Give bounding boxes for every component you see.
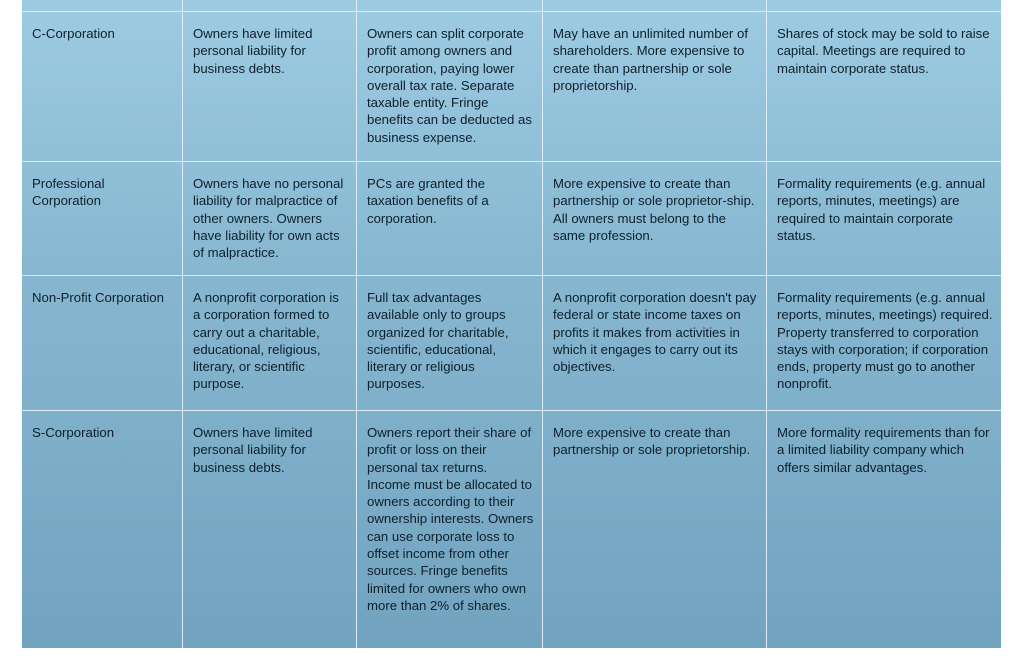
formation-cell: May have an unlimited number of shareholders. More expensive to create than partnership or sole proprietorship.	[543, 12, 767, 162]
liability-cell: Owners have limited personal liability for business debts.	[183, 411, 357, 648]
table-grid	[22, 0, 1001, 648]
liability-cell: Owners have no personal liability for malpractice of other owners. Owners have liability for own acts of malpractice.	[183, 162, 357, 276]
business-entity-table	[22, 0, 1001, 648]
taxes-cell: Owners can split corporate profit among owners and corporation, paying lower overall tax rate. Separate taxable entity. Fringe benefits can be deducted as business expense.	[357, 12, 543, 162]
notes-cell: Shares of stock may be sold to raise capital. Meetings are required to maintain corporate status.	[767, 12, 1001, 162]
liability-cell: Owners have limited personal liability for business debts.	[183, 12, 357, 162]
table-cell-top	[183, 0, 357, 12]
formation-cell: A nonprofit corporation doesn't pay federal or state income taxes on profits it makes from activities in which it engages to carry out its objectives.	[543, 276, 767, 411]
table-cell-top	[543, 0, 767, 12]
entity-type-cell: Professional Corporation	[22, 162, 183, 276]
table-cell-top	[22, 0, 183, 12]
formation-cell: More expensive to create than partnership or sole proprietor-ship. All owners must belong to the same profession.	[543, 162, 767, 276]
taxes-cell: Owners report their share of profit or loss on their personal tax returns. Income must be allocated to owners according to their ownership interests. Owners can use corporate loss to offset income from other sources. Fringe benefits limited for owners who own more than 2% of shares.	[357, 411, 543, 648]
notes-cell: More formality requirements than for a limited liability company which offers similar advantages.	[777, 425, 990, 475]
liability-cell: A nonprofit corporation is a corporation formed to carry out a charitable, educational, religious, literary, or scientific purpose.	[183, 276, 357, 411]
notes-cell: Formality requirements (e.g. annual reports, minutes, meetings) are required to maintain corporate status.	[767, 162, 1001, 276]
formation-cell: More expensive to create than partnership or sole proprietorship.	[543, 411, 767, 648]
table-cell-top	[357, 0, 543, 12]
taxes-cell: Full tax advantages available only to groups organized for charitable, scientific, educational, literary or religious purposes.	[357, 276, 543, 411]
table-cell-top	[767, 0, 1001, 12]
taxes-cell: PCs are granted the taxation benefits of a corporation.	[357, 162, 543, 276]
notes-cell: Formality requirements (e.g. annual reports, minutes, meetings) required. Property transferred to corporation stays with corporation; if corporation ends, property must go to another nonprofit.	[767, 276, 1001, 411]
entity-type-cell: S-Corporation	[22, 411, 183, 648]
entity-type-cell: C-Corporation	[22, 12, 183, 162]
entity-type-cell: Non-Profit Corporation	[22, 276, 183, 411]
